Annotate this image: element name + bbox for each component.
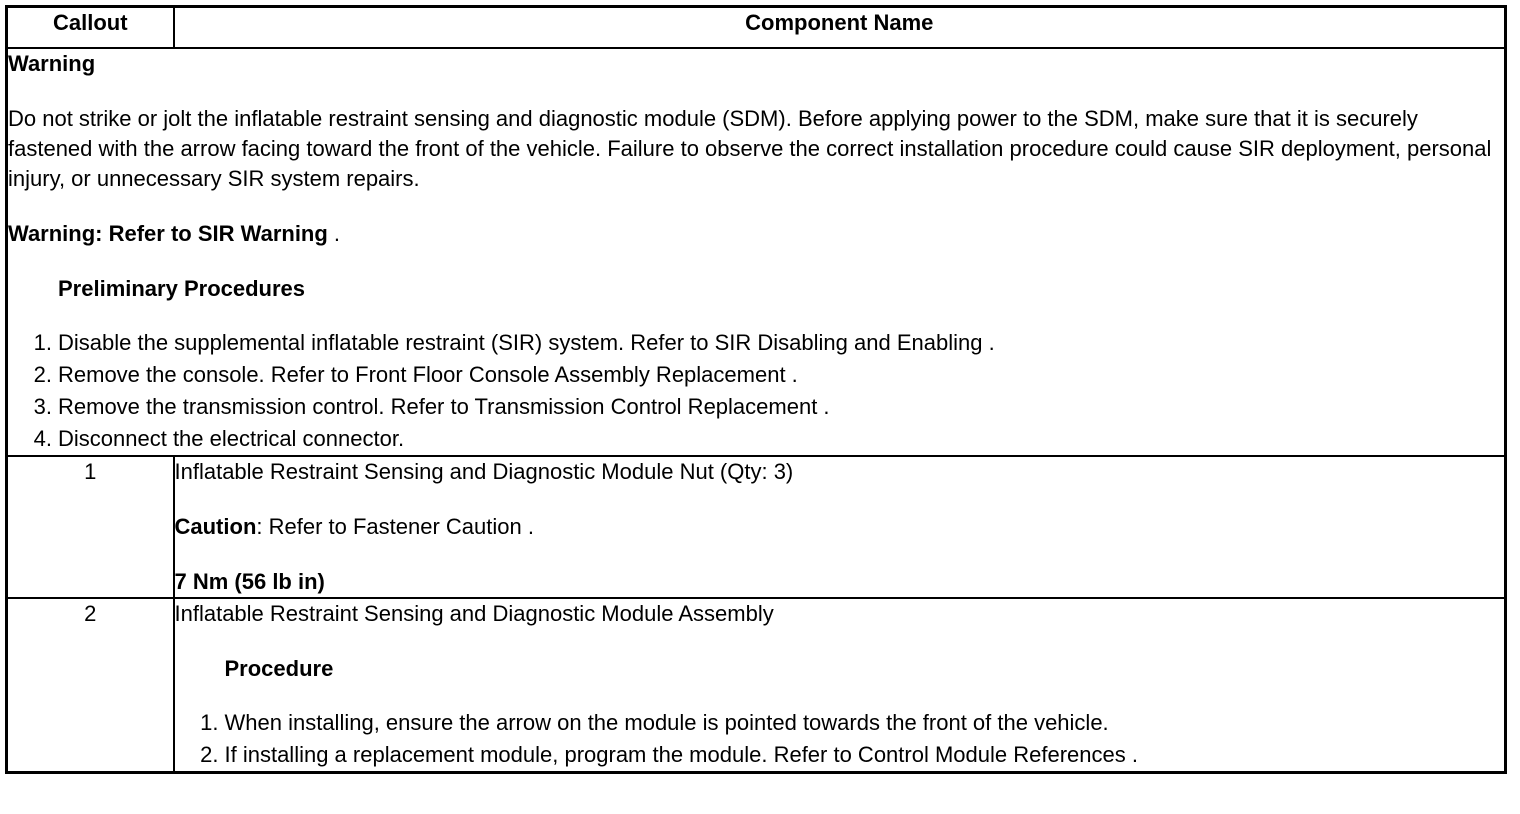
procedure-title: Procedure xyxy=(224,656,334,681)
warning-title: Warning xyxy=(8,51,96,76)
step-text: Remove the transmission control. Refer to Transmission Control Replacement . xyxy=(58,394,830,419)
step-number: 1. xyxy=(200,710,219,735)
caution-text: : Refer to Fastener Caution . xyxy=(256,514,534,539)
callout-cell: 1 xyxy=(7,456,174,598)
warning-text: Do not strike or jolt the inflatable restraint sensing and diagnostic module (SDM). Before applying power to the SDM, make sure that it is securely fastened with the arrow facing toward the front of the vehicle. Failure to observe the correct installation procedure could cause SIR deployment, personal injury, or unnecessary SIR system repairs. xyxy=(8,106,1492,191)
list-item xyxy=(175,739,1505,771)
preliminary-procedures-title: Preliminary Procedures xyxy=(58,276,306,301)
component-name: Inflatable Restraint Sensing and Diagnostic Module Nut (Qty: 3) xyxy=(174,459,794,484)
step-text: If installing a replacement module, program the module. Refer to Control Module References . xyxy=(224,742,1138,767)
step-number: 1. xyxy=(33,330,52,355)
step-text: Disconnect the electrical connector. xyxy=(58,426,405,451)
list-item xyxy=(8,391,1504,423)
callout-header: Callout xyxy=(7,7,174,49)
intro-row xyxy=(7,48,1506,456)
step-text: When installing, ensure the arrow on the module is pointed towards the front of the vehicle. xyxy=(224,710,1109,735)
step-text: Disable the supplemental inflatable restraint (SIR) system. Refer to SIR Disabling and Enabling . xyxy=(58,330,995,355)
step-number: 4. xyxy=(33,426,52,451)
callout-cell: 2 xyxy=(7,598,174,773)
component-cell xyxy=(174,598,1506,773)
step-text: Remove the console. Refer to Front Floor Console Assembly Replacement . xyxy=(58,362,798,387)
table-row xyxy=(7,598,1506,773)
torque-spec: 7 Nm (56 lb in) xyxy=(174,569,325,594)
list-item xyxy=(8,359,1504,391)
component-cell xyxy=(174,456,1506,598)
step-number: 3. xyxy=(33,394,52,419)
component-name-header: Component Name xyxy=(174,7,1506,49)
list-item xyxy=(175,707,1505,739)
warning-reference-label: Warning: Refer to SIR Warning xyxy=(8,221,328,246)
procedure-steps-list xyxy=(175,707,1505,771)
component-name: Inflatable Restraint Sensing and Diagnostic Module Assembly xyxy=(174,601,774,626)
step-number: 2. xyxy=(200,742,219,767)
preliminary-steps-list xyxy=(8,327,1504,455)
warning-reference xyxy=(8,219,1504,249)
table-row xyxy=(7,456,1506,598)
caution-label: Caution xyxy=(174,514,257,539)
list-item xyxy=(8,423,1504,455)
warning-reference-suffix: . xyxy=(327,221,341,246)
header-row xyxy=(7,7,1506,49)
caution-line xyxy=(175,512,1505,542)
step-number: 2. xyxy=(33,362,52,387)
intro-cell xyxy=(7,48,1506,456)
list-item xyxy=(8,327,1504,359)
procedure-table xyxy=(5,5,1507,774)
